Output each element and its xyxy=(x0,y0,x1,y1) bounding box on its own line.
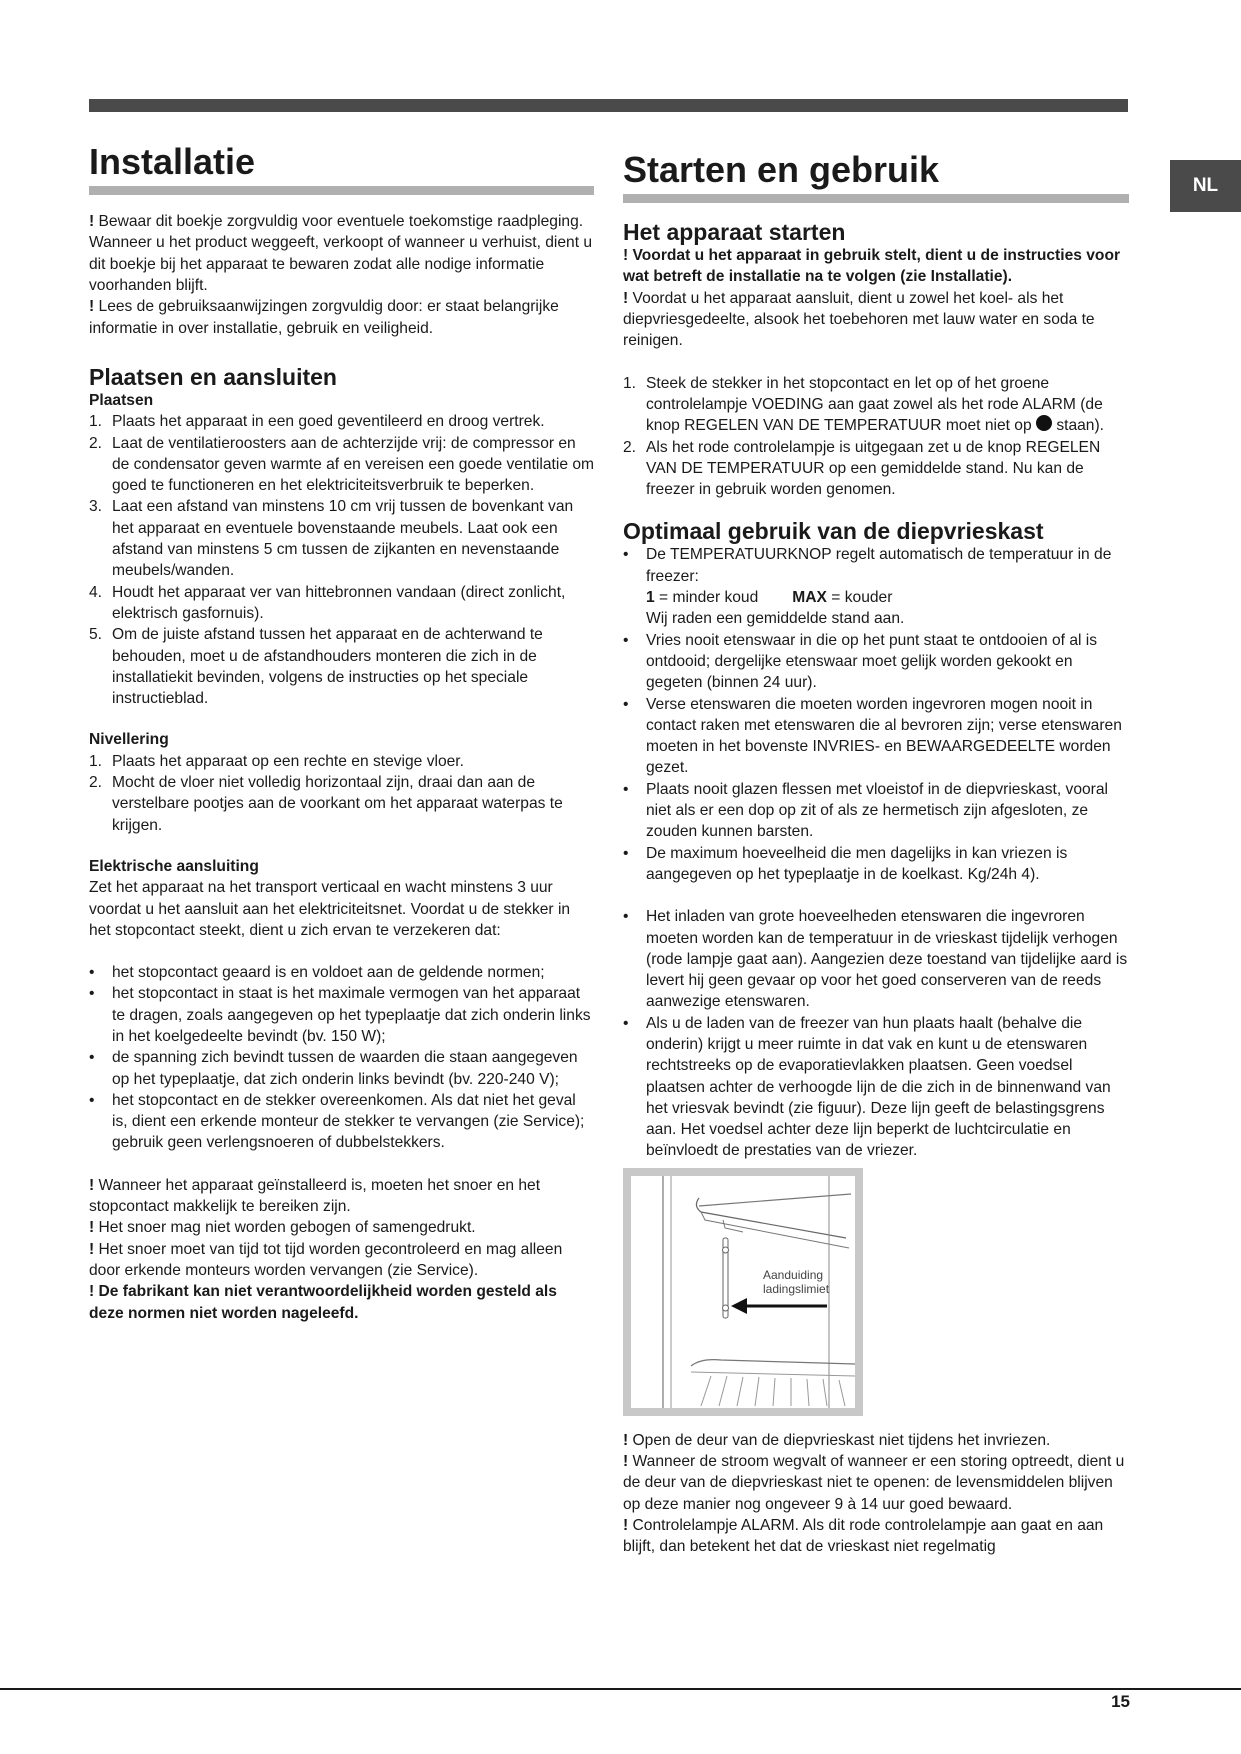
freezer-interior-illustration xyxy=(631,1176,855,1408)
closing-notes xyxy=(623,1430,1129,1558)
load-limit-figure xyxy=(623,1168,863,1416)
language-tab: NL xyxy=(1170,160,1241,212)
list-item: 2. Mocht de vloer niet volledig horizontaal zijn, draai dan aan de verstelbare pootjes aan de voorkant om het apparaat waterpas te krijgen. xyxy=(89,774,563,834)
off-position-dot-icon xyxy=(1036,415,1052,431)
footer-rule xyxy=(0,1688,1241,1690)
optimal-heading: Optimaal gebruik van de diepvrieskast xyxy=(623,518,1044,545)
starten-title: Starten en gebruik xyxy=(623,148,1129,203)
manufacturer-disclaimer: ! De fabrikant kan niet verantwoordelijkheid worden gesteld als deze normen niet worden nageleefd. xyxy=(89,1283,557,1322)
electrical-intro: Zet het apparaat na het transport verticaal en wacht minstens 3 uur voordat u het aansluit aan het elektriciteitsnet. Voordat u de stekker in het stopcontact steekt, dient u zich ervan te verzekeren dat: xyxy=(89,879,571,939)
list-item: • Vries nooit etenswaar in die op het punt staat te ontdooien of al is ontdooid; dergelijke etenswaar moet gelijk worden gekookt en gegeten (binnen 24 uur). xyxy=(623,631,1098,692)
installatie-title: Installatie xyxy=(89,140,594,195)
list-item: 4. Houdt het apparaat ver van hittebronnen vandaan (direct zonlicht, elektrisch gasfornuis). xyxy=(89,583,566,622)
list-item: • De TEMPERATUURKNOP regelt automatisch de temperatuur in de freezer: 1 = minder koud MAX = kouder Wij raden een gemiddelde stand aan. xyxy=(623,546,1112,628)
start-heading: Het apparaat starten xyxy=(623,219,846,246)
list-item: • Verse etenswaren die moeten worden ingevroren mogen nooit in contact raken met etenswaren die al bevroren zijn; verse etenswaren moeten in het bovenste INVRIES- en BEWAARGEDEELTE worden gezet. xyxy=(623,695,1122,777)
note-paragraph: ! Open de deur van de diepvrieskast niet tijdens het invriezen. xyxy=(623,1431,1051,1449)
list-item: • de spanning zich bevindt tussen de waarden die staan aangegeven op het typeplaatje, dat zich onderin links bevindt (bv. 220-240 V); xyxy=(89,1049,578,1088)
start-note: ! Voordat u het apparaat aansluit, dient u zowel het koel- als het diepvriesgedeelte, alsook het toebehoren met lauw water en soda te reinigen. xyxy=(623,289,1095,350)
placing-list xyxy=(89,411,594,709)
note-paragraph: ! Controlelampje ALARM. Als dit rode controlelampje aan gaat en aan blijft, dan betekent het dat de vrieskast niet regelmatig xyxy=(623,1516,1104,1556)
list-item: 2. Als het rode controlelampje is uitgegaan zet u de knop REGELEN VAN DE TEMPERATUUR op een gemiddelde stand. Nu kan de freezer in gebruik worden genomen. xyxy=(623,438,1101,499)
optimal-list xyxy=(623,544,1129,1161)
list-item: • Het inladen van grote hoeveelheden etenswaren die ingevroren moeten worden kan de temperatuur in de vrieskast tijdelijk verhogen (rode lampje gaat aan). Aangezien deze toestand van tijdelijke aard is levert hij geen gevaar op voor het goed conserveren van de reeds aanwezige etenswaren. xyxy=(623,908,1128,1011)
list-item: • het stopcontact in staat is het maximale vermogen van het apparaat te dragen, zoals aangegeven op het typeplaatje dat zich onderin links in het koelgedeelte bevindt (bv. 150 W); xyxy=(89,985,591,1045)
warning-paragraph: ! Het snoer mag niet worden gebogen of samengedrukt. xyxy=(89,1219,476,1237)
list-item: • Als u de laden van de freezer van hun plaats haalt (behalve die onderin) krijgt u meer ruimte in dat vak en kunt u de etenswaren rechtstreeks op de evaporatievlakken plaatsen. Geen voedsel plaatsen achter de verhoogde lijn de die zich in de binnenwand van het vriesvak bevindt (zie figuur). Deze lijn geeft de belastingsgrens aan. Het voedsel achter deze lijn beperkt de luchtcirculatie en beïnvloedt de prestaties van de vriezer. xyxy=(623,1014,1111,1160)
intro-paragraph-2: ! Lees de gebruiksaanwijzingen zorgvuldig door: er staat belangrijke informatie in over installatie, gebruik en veiligheid. xyxy=(89,298,559,337)
list-item: • De maximum hoeveelheid die men dagelijks in kan vriezen is aangegeven op het typeplaatje in de koelkast. Kg/24h 4). xyxy=(623,844,1068,883)
leveling-list xyxy=(89,751,594,836)
left-column xyxy=(89,140,594,1324)
page-number: 15 xyxy=(1111,1692,1130,1711)
list-item: 1. Steek de stekker in het stopcontact en let op of het groene controlelampje VOEDING aan gaat zowel als het rode ALARM (de knop REGELEN VAN DE TEMPERATUUR moet niet op staan). xyxy=(623,374,1105,435)
list-item: 1. Plaats het apparaat op een rechte en stevige vloer. xyxy=(89,752,464,770)
list-item: 5. Om de juiste afstand tussen het apparaat en de achterwand te behouden, moet u de afstandhouders monteren die zich in de installatiekit bevinden, volgens de instructies op het speciale instructieblad. xyxy=(89,626,543,708)
figure-label-line-1: Aanduiding xyxy=(763,1267,824,1282)
list-item: • het stopcontact geaard is en voldoet aan de geldende normen; xyxy=(89,964,545,982)
warning-paragraph: ! Het snoer moet van tijd tot tijd worden gecontroleerd en mag alleen door erkende monteurs worden vervangen (zie Service). xyxy=(89,1240,563,1279)
list-item: 1. Plaats het apparaat in een goed geventileerd en droog vertrek. xyxy=(89,413,545,431)
electrical-warnings xyxy=(89,1175,594,1324)
electrical-heading: Elektrische aansluiting xyxy=(89,857,259,875)
note-paragraph: ! Wanneer de stroom wegvalt of wanneer er een storing optreedt, dient u de deur van de diepvrieskast niet te openen: de levensmiddelen blijven op deze manier nog ongeveer 9 à 14 uur goed bewaard. xyxy=(623,1453,1125,1513)
figure-label-line-2: ladingslimiet xyxy=(763,1281,830,1296)
warning-paragraph: ! Wanneer het apparaat geïnstalleerd is, moeten het snoer en het stopcontact makkelijk te bereiken zijn. xyxy=(89,1176,541,1216)
electrical-list xyxy=(89,962,594,1154)
top-rule xyxy=(89,99,1128,112)
intro-paragraph-1: ! Bewaar dit boekje zorgvuldig voor eventuele toekomstige raadpleging. Wanneer u het product weggeeft, verkoopt of wanneer u verhuist, dient u dit boekje bij het apparaat te bewaren zodat alle nodige informatie voorhanden blijft. xyxy=(89,213,593,295)
placing-heading: Plaatsen en aansluiten xyxy=(89,363,337,390)
start-bold-note: ! Voordat u het apparaat in gebruik stelt, dient u de instructies voor wat betreft de installatie na te volgen (zie Installatie). xyxy=(623,247,1121,286)
right-column xyxy=(623,140,1129,1558)
list-item: • Plaats nooit glazen flessen met vloeistof in de diepvrieskast, vooral niet als er een dop op zit of als ze hermetisch zijn afgesloten, ze zouden kunnen barsten. xyxy=(623,780,1108,841)
list-item: 2. Laat de ventilatieroosters aan de achterzijde vrij: de compressor en de condensator geven warmte af en vereisen een goede ventilatie om goed te functioneren en het elektriciteitsverbruik te beperken. xyxy=(89,434,594,495)
start-steps xyxy=(623,373,1129,501)
list-item: • het stopcontact en de stekker overeenkomen. Als dat niet het geval is, dient een erkende monteur de stekker te vervangen (zie Service); gebruik geen verlengsnoeren of dubbelstekkers. xyxy=(89,1091,585,1152)
placing-subheading: Plaatsen xyxy=(89,391,154,409)
list-item: 3. Laat een afstand van minstens 10 cm vrij tussen de bovenkant van het apparaat en eventuele bovenstaande meubels. Laat ook een afstand van minstens 5 cm tussen de zijkanten en nevenstaande meubels/wanden. xyxy=(89,498,574,580)
leveling-heading: Nivellering xyxy=(89,731,169,749)
